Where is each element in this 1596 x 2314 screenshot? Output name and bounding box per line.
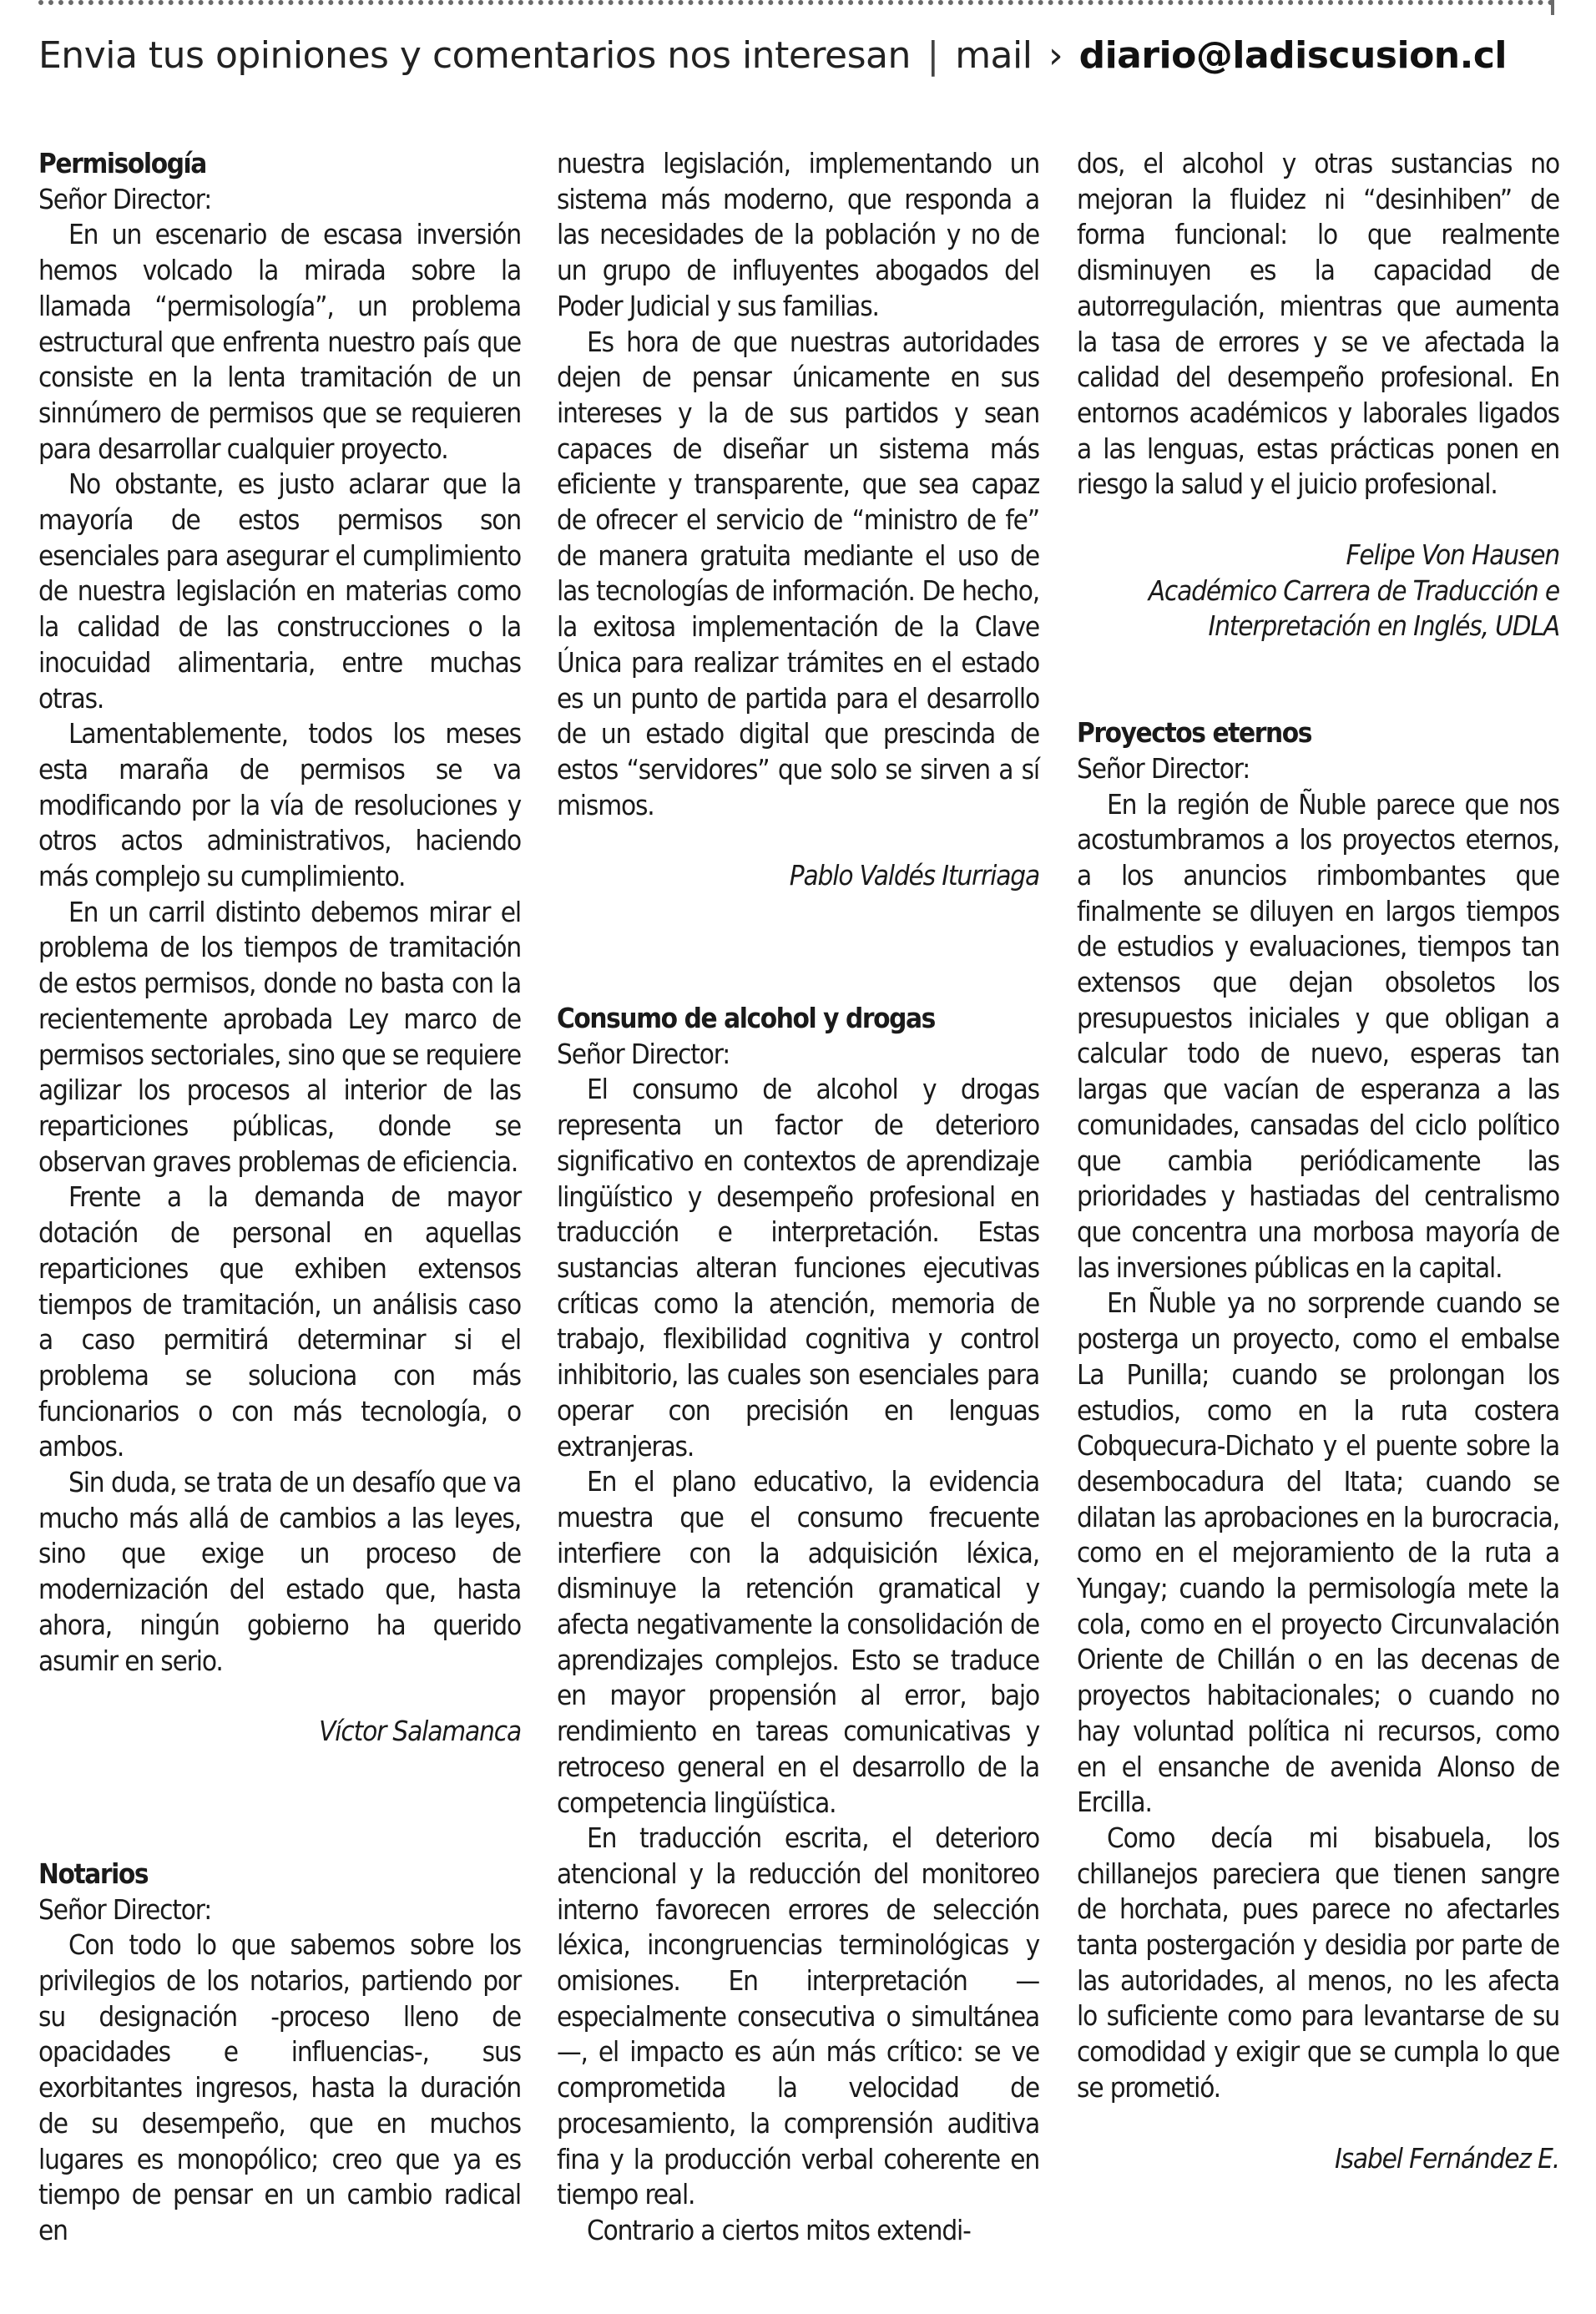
letter-signature: Víctor Salamanca — [319, 1715, 521, 1748]
letter-salutation: Señor Director: — [557, 1037, 730, 1070]
contact-email-link[interactable]: diario@ladiscusion.cl — [1078, 34, 1508, 77]
column-2 — [557, 146, 1039, 2249]
letter-paragraph: Sin duda, se trata de un desafío que va mucho más allá de cambios a las leyes, sino que exige un proceso de modernización del estado que, hasta ahora, ningún gobierno ha querido asumir en serio. — [38, 1466, 521, 1677]
letter-salutation: Señor Director: — [1077, 751, 1250, 785]
letter-paragraph: No obstante, es justo aclarar que la mayoría de estos permisos son esenciales para asegurar el cumplimiento de nuestra legislación en materias como la calidad de las construcciones o la inocuidad alimentaria, entre muchas otras. — [38, 467, 521, 715]
letter-paragraph: En traducción escrita, el deterioro atencional y la reducción del monitoreo interno favorecen errores de selección léxica, incongruencias terminológicas y omisiones. En interpretación —especialmente consecutiva o simultánea—, el impacto es aún más crítico: se ve comprometida la velocidad de procesamiento, la comprensión auditiva fina y la producción verbal coherente en tiempo real. — [557, 1821, 1039, 2211]
letter-salutation: Señor Director: — [38, 182, 212, 215]
letter-signature-role: Interpretación en Inglés, UDLA — [1208, 609, 1559, 643]
letter-title: Consumo de alcohol y drogas — [557, 1002, 935, 1035]
letter-paragraph: En el plano educativo, la evidencia muestra que el consumo frecuente interfiere con la adquisición léxica, disminuye la retención gramatical y afecta negativamente la consolidación de aprendizajes complejos. Esto se traduce en mayor propensión al error, bajo rendimiento en tareas comunicativas y retroceso general en el desarrollo de la competencia lingüística. — [557, 1465, 1039, 1819]
letter-paragraph: dos, el alcohol y otras sustancias no mejoran la fluidez ni “desinhiben” de forma funcional: lo que realmente disminuyen es la capacidad de autorregulación, mientras que aumenta la tasa de errores y se ve afectada la calidad del desempeño profesional. En entornos académicos y laborales ligados a las lenguas, estas prácticas ponen en riesgo la salud y el juicio profesional. — [1077, 147, 1559, 501]
letter-signature: Isabel Fernández E. — [1334, 2141, 1559, 2175]
letter-paragraph: En Ñuble ya no sorprende cuando se posterga un proyecto, como el embalse La Punilla; cuando se prolongan los estudios, como en la ruta costera Cobquecura-Dichato y el puente sobre la desembocadura del Itata; cuando se dilatan las aprobaciones en la burocracia, como en el mejoramiento de la ruta a Yungay; cuando la permisología mete la cola, como en el proyecto Circunvalación Oriente de Chillán o en las decenas de proyectos habitacionales; o cuando no hay voluntad política ni recursos, como en el ensanche de avenida Alonso de Ercilla. — [1077, 1286, 1559, 1819]
letter-paragraph: Es hora de que nuestras autoridades dejen de pensar únicamente en sus intereses y la de sus partidos y sean capaces de diseñar un sistema más eficiente y transparente, que sea capaz de ofrecer el servicio de “ministro de fe” de manera gratuita mediante el uso de las tecnologías de información. De hecho, la exitosa implementación de la Clave Única para realizar trámites en el estado es un punto de partida para el desarrollo de un estado digital que prescinda de estos “servidores” que solo se sirven a sí mismos. — [557, 325, 1039, 821]
top-dotted-rule — [38, 0, 1554, 10]
column-1 — [38, 146, 521, 2249]
letter-paragraph: nuestra legislación, implementando un sistema más moderno, que responda a las necesidades de la población y no de un grupo de influyentes abogados del Poder Judicial y sus familias. — [557, 147, 1039, 322]
contact-prompt: Envia tus opiniones y comentarios nos interesan — [38, 34, 911, 77]
column-3 — [1077, 146, 1559, 2176]
letter-proyectos-eternos — [1077, 715, 1559, 2176]
letter-title: Permisología — [38, 147, 206, 179]
letter-paragraph: Lamentablemente, todos los meses esta maraña de permisos se va modificando por la vía de resoluciones y otros actos administrativos, haciendo más complejo su cumplimiento. — [38, 717, 521, 893]
letter-signature: Pablo Valdés Iturriaga — [789, 859, 1039, 892]
mail-label: mail — [955, 34, 1033, 77]
letter-paragraph: Frente a la demanda de mayor dotación de personal en aquellas reparticiones que exhiben extensos tiempos de tramitación, un análisis caso a caso permitirá determinar si el problema se soluciona con más funcionarios o con más tecnología, o ambos. — [38, 1180, 521, 1463]
letter-paragraph: En un carril distinto debemos mirar el problema de los tiempos de tramitación de estos permisos, donde no basta con la recientemente aprobada Ley marco de permisos sectoriales, sino que se requiere agilizar los procesos al interior de las reparticiones públicas, donde se observan graves problemas de eficiencia. — [38, 895, 521, 1178]
contact-banner — [38, 28, 1507, 83]
letter-paragraph: Contrario a ciertos mitos extendi- — [587, 2213, 971, 2246]
letter-consumo-alcohol — [557, 1001, 1039, 2249]
letter-paragraph: En la región de Ñuble parece que nos acostumbramos a los proyectos eternos, a los anuncios rimbombantes que finalmente se diluyen en largos tiempos de estudios y evaluaciones, tiempos tan extensos que dejan obsoletos los presupuestos iniciales y que obligan a calcular todo de nuevo, esperas tan largas que vacían de esperanza a las comunidades, cansadas del ciclo político que cambia periódicamente las prioridades y hastiadas del centralismo que concentra una morbosa mayoría de las inversiones públicas en la capital. — [1077, 787, 1559, 1284]
letter-notarios-continued — [557, 146, 1039, 894]
banner-separator: | — [927, 34, 939, 77]
letter-title: Notarios — [38, 1857, 149, 1890]
letter-consumo-alcohol-continued — [1077, 146, 1559, 644]
letter-notarios — [38, 1857, 521, 2249]
letter-paragraph: Como decía mi bisabuela, los chillanejos pareciera que tienen sangre de horchata, pues parece no afectarles tanta postergación y desidia por parte de las autoridades, al menos, no les afecta lo suficiente como para levantarse de su comodidad y exigir que se cumpla lo que se prometió. — [1077, 1821, 1559, 2104]
chevron-right-icon: › — [1048, 34, 1063, 77]
letter-paragraph: El consumo de alcohol y drogas representa un factor de deterioro significativo en contextos de aprendizaje lingüístico y desempeño profesional en traducción e interpretación. Estas sustancias alteran funciones ejecutivas críticas como la atención, memoria de trabajo, flexibilidad cognitiva y control inhibitorio, las cuales son esenciales para operar con precisión en lenguas extranjeras. — [557, 1073, 1039, 1463]
letter-salutation: Señor Director: — [38, 1892, 212, 1926]
letter-permisologia — [38, 146, 521, 1750]
letter-paragraph: Con todo lo que sabemos sobre los privilegios de los notarios, partiendo por su designación -proceso lleno de opacidades e influencias-, sus exorbitantes ingresos, hasta la duración de su desempeño, que en muchos lugares es monopólico; creo que ya es tiempo de pensar en un cambio radical en — [38, 1928, 521, 2246]
letter-title: Proyectos eternos — [1077, 716, 1312, 750]
letter-signature: Felipe Von Hausen — [1346, 538, 1559, 572]
letter-signature-role: Académico Carrera de Traducción e — [1148, 573, 1559, 607]
top-corner-bar — [1551, 0, 1554, 15]
letter-paragraph: En un escenario de escasa inversión hemos volcado la mirada sobre la llamada “permisología”, un problema estructural que enfrenta nuestro país que consiste en la lenta tramitación de un sinnúmero de permisos que se requieren para desarrollar cualquier proyecto. — [38, 218, 521, 465]
